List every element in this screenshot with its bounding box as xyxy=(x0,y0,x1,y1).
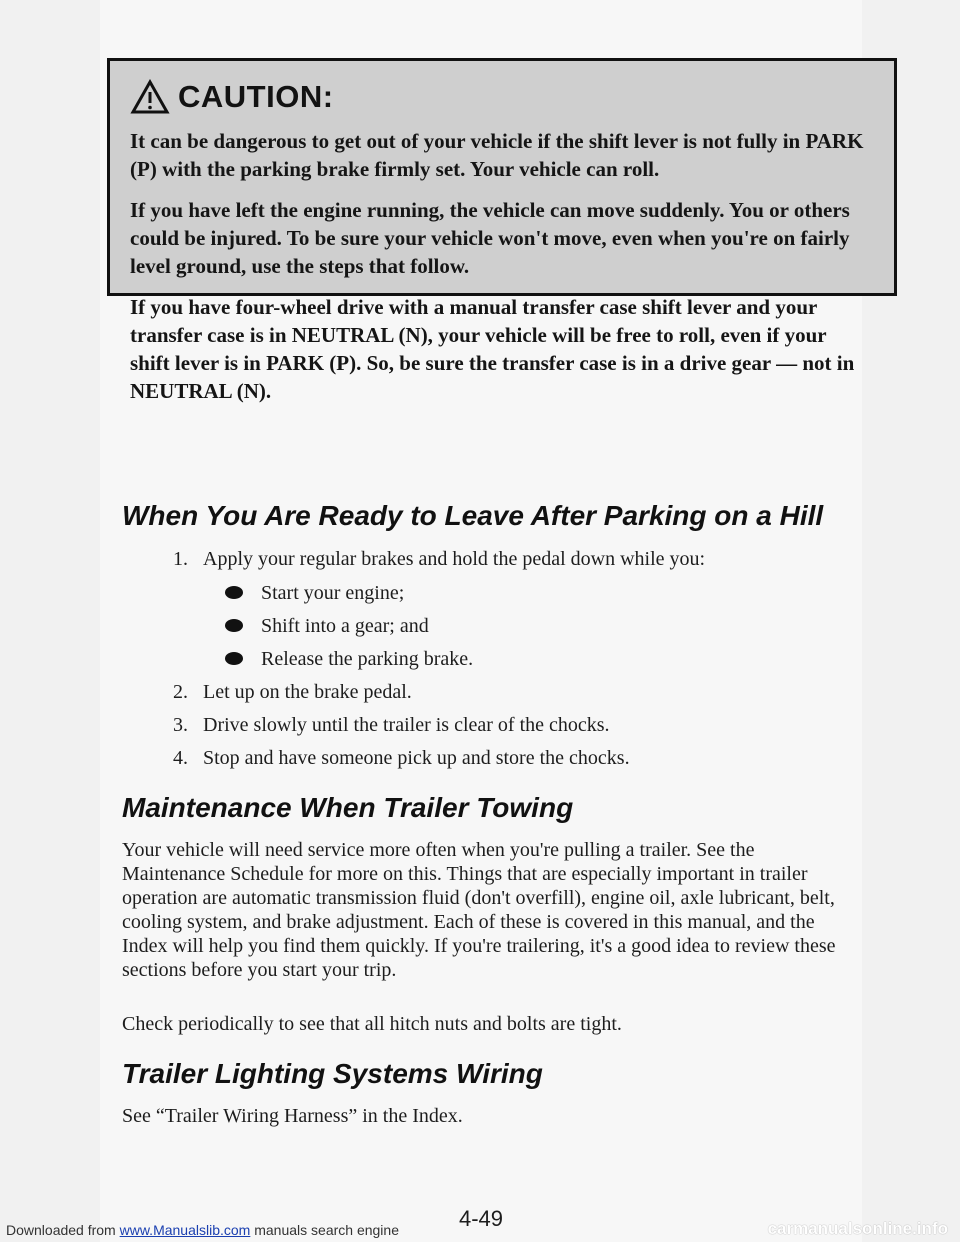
maintenance-paragraph: Your vehicle will need service more often when you're pulling a trailer. See the Maintenance Schedule for more on this. Things that are especially important in trailer operation are automatic transmission fluid (don't overfill), engine oil, axle lubricant, belt, cooling system, and brake adjustment. Each of these is covered in this manual, and the Index will help you find them quickly. If you're trailering, it's a good idea to review these sections before you start your trip. xyxy=(122,839,836,981)
step-text: Stop and have someone pick up and store the chocks. xyxy=(203,747,630,769)
footer-prefix: Downloaded from xyxy=(6,1222,120,1238)
manual-page xyxy=(100,0,862,1242)
step-text: Apply your regular brakes and hold the pedal down while you: xyxy=(203,548,706,570)
caution-paragraph: If you have four-wheel drive with a manual transfer case shift lever and your transfer case is in NEUTRAL (N), your vehicle will be free to roll, even if your shift lever is in PARK (P). So, be sure the transfer case is in a drive gear — not in NEUTRAL (N). xyxy=(130,295,855,403)
bullet-text: Shift into a gear; and xyxy=(261,615,429,637)
caution-box xyxy=(107,58,897,403)
bullet-item xyxy=(225,647,473,671)
footer-suffix: manuals search engine xyxy=(250,1222,399,1238)
caution-title: CAUTION: xyxy=(178,79,334,114)
manualslib-link[interactable]: www.Manualslib.com xyxy=(119,1222,251,1238)
step-text: Let up on the brake pedal. xyxy=(203,681,412,703)
page-number: 4-49 xyxy=(458,1206,504,1231)
wiring-paragraph: See “Trailer Wiring Harness” in the Index. xyxy=(122,1105,463,1127)
step-text: Drive slowly until the trailer is clear of the chocks. xyxy=(203,714,610,736)
section-heading-maintenance: Maintenance When Trailer Towing xyxy=(122,792,574,823)
step-number: 2. xyxy=(173,681,188,703)
caution-paragraph: It can be dangerous to get out of your vehicle if the shift lever is not fully in PARK (P) with the parking brake firmly set. Your vehicle can roll. xyxy=(130,129,864,181)
bullet-icon xyxy=(225,619,243,632)
caution-paragraph: If you have left the engine running, the vehicle can move suddenly. You or others could be injured. To be sure your vehicle won't move, even when you're on fairly level ground, use the steps that follow. xyxy=(130,198,850,278)
section-heading-leave-hill: When You Are Ready to Leave After Parking on a Hill xyxy=(122,500,824,531)
bullet-icon xyxy=(225,652,243,665)
bullet-text: Start your engine; xyxy=(261,582,405,604)
step-item xyxy=(173,680,412,704)
step-item xyxy=(173,746,630,770)
section-heading-wiring: Trailer Lighting Systems Wiring xyxy=(122,1058,543,1089)
bullet-item xyxy=(225,614,429,638)
warning-triangle-icon xyxy=(130,79,170,115)
step-item xyxy=(173,713,610,737)
step-number: 3. xyxy=(173,714,188,736)
step-number: 1. xyxy=(173,548,188,570)
step-number: 4. xyxy=(173,747,188,769)
bullet-text: Release the parking brake. xyxy=(261,648,474,670)
caution-header xyxy=(130,79,866,115)
step-item xyxy=(173,547,705,571)
bullet-icon xyxy=(225,586,243,599)
maintenance-paragraph: Check periodically to see that all hitch nuts and bolts are tight. xyxy=(122,1013,622,1035)
watermark: carmanualsonline.info xyxy=(767,1219,948,1238)
download-footer xyxy=(6,1222,399,1238)
bullet-item xyxy=(225,581,404,605)
